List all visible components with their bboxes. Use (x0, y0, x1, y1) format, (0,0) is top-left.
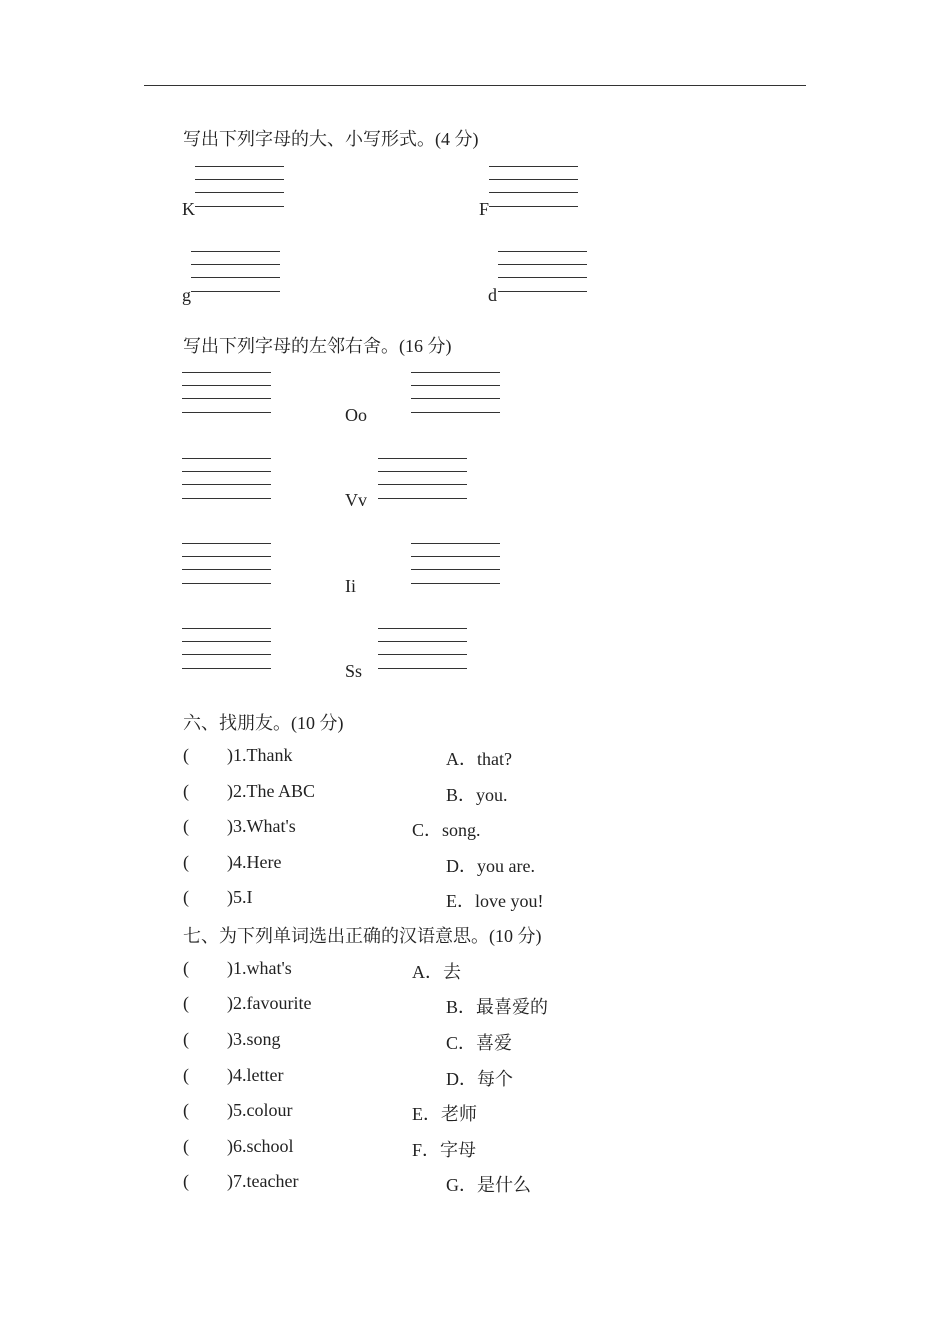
writing-lines-Oo-right[interactable] (411, 372, 500, 414)
match-option-d: D．you are. (446, 856, 535, 876)
answer-bracket[interactable]: ( (183, 958, 189, 978)
writing-lines-Ss-left[interactable] (182, 628, 271, 670)
answer-bracket[interactable]: ( (183, 781, 189, 801)
section-seven-title: 七、为下列单词选出正确的汉语意思。(10 分) (183, 926, 542, 946)
letter-d: d (488, 285, 497, 305)
word-item: )3.song (227, 1029, 281, 1049)
letter-K: K (182, 199, 195, 219)
top-rule (144, 85, 806, 86)
word-item: )6.school (227, 1136, 294, 1156)
meaning-option-g: G．是什么 (446, 1175, 531, 1195)
word-item: )4.letter (227, 1065, 284, 1085)
meaning-option-d: D．每个 (446, 1069, 513, 1089)
match-option-b: B．you. (446, 785, 508, 805)
letter-Oo: Oo (345, 405, 367, 425)
answer-bracket[interactable]: ( (183, 993, 189, 1013)
writing-lines-Oo-left[interactable] (182, 372, 271, 414)
match-item: )5.I (227, 887, 253, 907)
section-neighbours-title: 写出下列字母的左邻右舍。(16 分) (183, 336, 452, 356)
match-option-e: E．love you! (446, 891, 544, 911)
answer-bracket[interactable]: ( (183, 852, 189, 872)
meaning-option-c: C．喜爱 (446, 1033, 513, 1053)
section-case-title: 写出下列字母的大、小写形式。(4 分) (183, 129, 479, 149)
answer-bracket[interactable]: ( (183, 1136, 189, 1156)
match-item: )3.What's (227, 816, 296, 836)
match-item: )4.Here (227, 852, 282, 872)
letter-Ii: Ii (345, 576, 356, 596)
writing-lines-Ii-right[interactable] (411, 543, 500, 585)
word-item: )5.colour (227, 1100, 293, 1120)
answer-bracket[interactable]: ( (183, 1029, 189, 1049)
answer-bracket[interactable]: ( (183, 887, 189, 907)
match-option-c: C．song. (412, 820, 481, 840)
writing-lines-g[interactable] (191, 251, 280, 293)
writing-lines-Vv-right[interactable] (378, 458, 467, 500)
writing-lines-K[interactable] (195, 166, 284, 208)
match-item: )2.The ABC (227, 781, 315, 801)
letter-Vv: Vv (345, 490, 367, 510)
word-item: )1.what's (227, 958, 292, 978)
answer-bracket[interactable]: ( (183, 1171, 189, 1191)
word-item: )7.teacher (227, 1171, 299, 1191)
answer-bracket[interactable]: ( (183, 1100, 189, 1120)
writing-lines-d[interactable] (498, 251, 587, 293)
word-item: )2.favourite (227, 993, 312, 1013)
match-item: )1.Thank (227, 745, 293, 765)
writing-lines-Ss-right[interactable] (378, 628, 467, 670)
letter-g: g (182, 285, 191, 305)
writing-lines-Ii-left[interactable] (182, 543, 271, 585)
letter-Ss: Ss (345, 661, 363, 681)
writing-lines-F[interactable] (489, 166, 578, 208)
writing-lines-Vv-left[interactable] (182, 458, 271, 500)
answer-bracket[interactable]: ( (183, 745, 189, 765)
match-option-a: A．that? (446, 749, 512, 769)
meaning-option-e: E．老师 (412, 1104, 477, 1124)
section-six-title: 六、找朋友。(10 分) (183, 713, 344, 733)
letter-F: F (479, 199, 490, 219)
answer-bracket[interactable]: ( (183, 816, 189, 836)
meaning-option-b: B．最喜爱的 (446, 997, 549, 1017)
answer-bracket[interactable]: ( (183, 1065, 189, 1085)
meaning-option-a: A．去 (412, 962, 461, 982)
meaning-option-f: F．字母 (412, 1140, 477, 1160)
